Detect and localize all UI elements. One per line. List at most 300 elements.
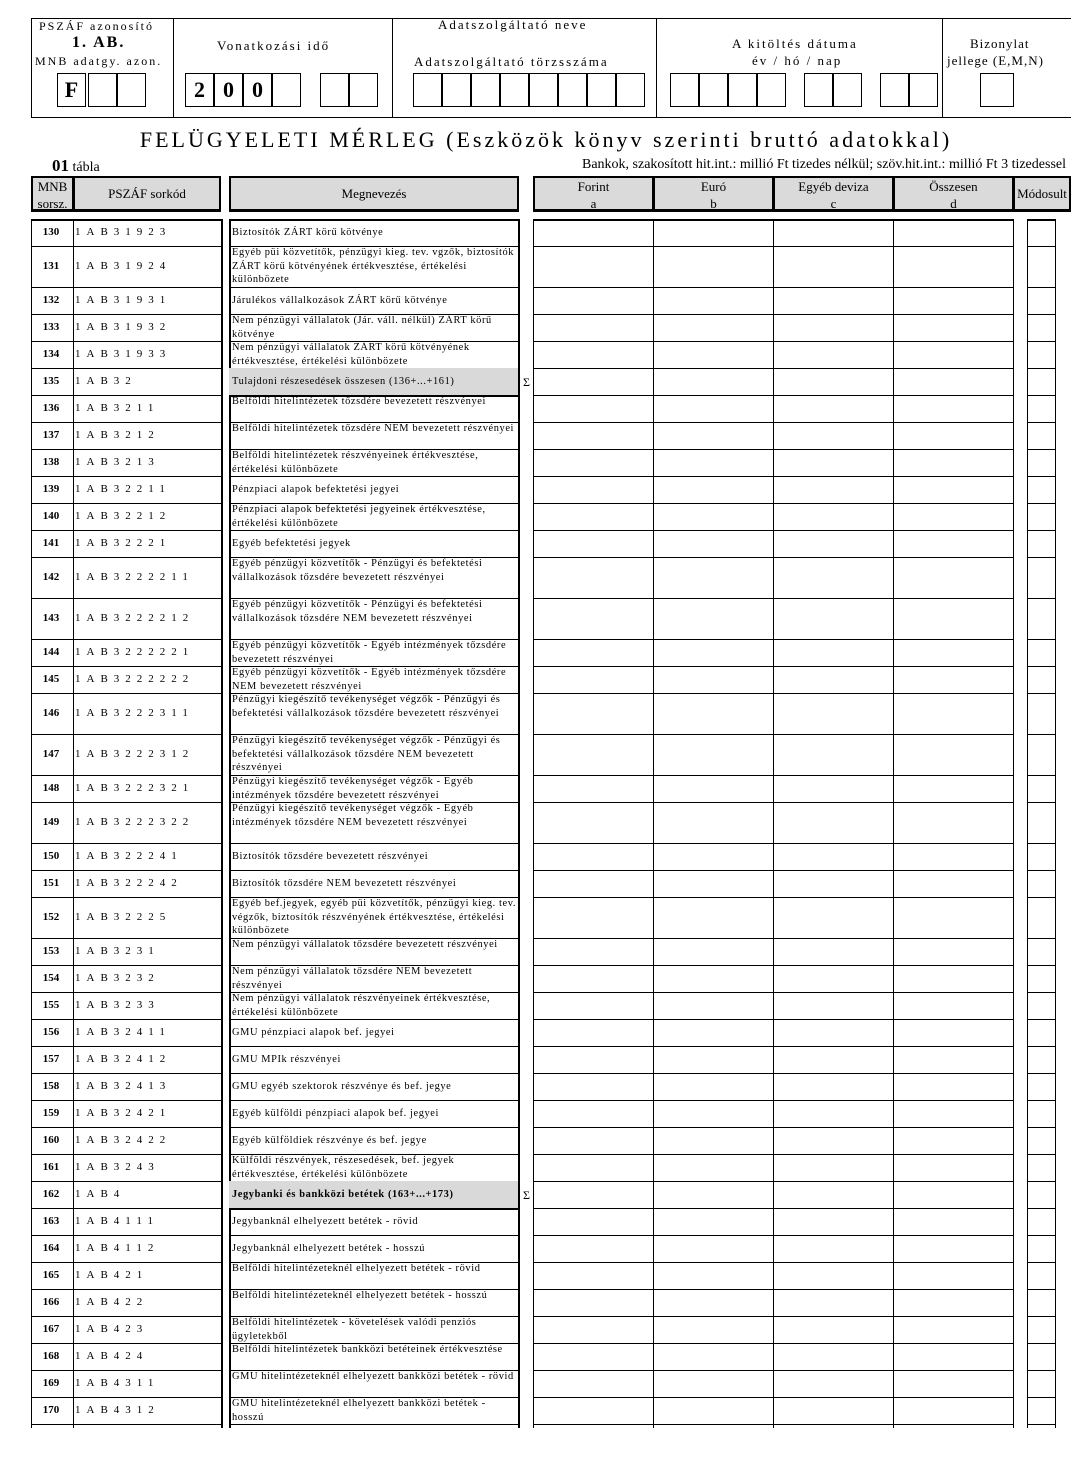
other-currency-input[interactable]	[774, 1209, 893, 1234]
total-input[interactable]	[894, 450, 1013, 475]
fill-date-cell[interactable]	[833, 73, 862, 107]
euro-input[interactable]	[654, 504, 773, 529]
table-row	[30, 1181, 1060, 1208]
provider-reg-cell[interactable]	[442, 73, 471, 107]
row-number: 130	[42, 226, 60, 238]
modified-input[interactable]	[1028, 369, 1055, 394]
mnb-code-cell[interactable]	[88, 73, 117, 107]
row-rule	[229, 1424, 520, 1425]
header-divider	[31, 18, 32, 118]
fill-date-cell[interactable]	[670, 73, 699, 107]
forint-input[interactable]	[534, 1074, 653, 1099]
table-row	[30, 938, 1060, 965]
other-currency-input[interactable]	[774, 1398, 893, 1423]
provider-reg-cell[interactable]	[413, 73, 442, 107]
total-input[interactable]	[894, 1020, 1013, 1045]
modified-input[interactable]	[1028, 993, 1055, 1018]
total-input[interactable]	[894, 1074, 1013, 1099]
modified-input[interactable]	[1028, 599, 1055, 638]
modified-input[interactable]	[1028, 423, 1055, 448]
modified-input[interactable]	[1028, 966, 1055, 991]
euro-input[interactable]	[654, 1155, 773, 1180]
row-code: 1AB4312	[75, 1404, 160, 1416]
provider-reg-cell[interactable]	[500, 73, 529, 107]
forint-input[interactable]	[534, 993, 653, 1018]
total-input[interactable]	[894, 844, 1013, 869]
euro-input[interactable]	[654, 1263, 773, 1288]
euro-input[interactable]	[654, 1047, 773, 1072]
fill-date-cell[interactable]	[909, 73, 938, 107]
euro-input[interactable]	[654, 369, 773, 394]
forint-input[interactable]	[534, 898, 653, 937]
forint-input[interactable]	[534, 694, 653, 733]
row-number: 145	[42, 673, 60, 685]
modified-input[interactable]	[1028, 640, 1055, 665]
modified-input[interactable]	[1028, 1074, 1055, 1099]
modified-input[interactable]	[1028, 1263, 1055, 1288]
other-currency-input[interactable]	[774, 1020, 893, 1045]
modified-input[interactable]	[1028, 844, 1055, 869]
euro-input[interactable]	[654, 288, 773, 313]
other-currency-input[interactable]	[774, 735, 893, 774]
modified-input[interactable]	[1028, 735, 1055, 774]
period-cell[interactable]	[272, 73, 301, 107]
forint-input[interactable]	[534, 1182, 653, 1207]
row-number: 147	[42, 748, 60, 760]
row-name: Pénzpiaci alapok befektetési jegyei	[232, 483, 400, 495]
modified-input[interactable]	[1028, 1020, 1055, 1045]
euro-input[interactable]	[654, 1236, 773, 1261]
fill-date-cell[interactable]	[804, 73, 833, 107]
total-input[interactable]	[894, 640, 1013, 665]
total-input[interactable]	[894, 776, 1013, 801]
total-input[interactable]	[894, 1128, 1013, 1153]
euro-input[interactable]	[654, 1398, 773, 1423]
period-cell[interactable]	[320, 73, 349, 107]
row-rule	[31, 219, 221, 221]
total-input[interactable]	[894, 1290, 1013, 1315]
provider-reg-cell[interactable]	[471, 73, 500, 107]
modified-input[interactable]	[1028, 477, 1055, 502]
forint-input[interactable]	[534, 1398, 653, 1423]
row-name: Nem pénzügyi vállalatok részvényeinek értékvesztése, értékelési különbözete	[232, 993, 491, 1018]
total-input[interactable]	[894, 1209, 1013, 1234]
other-currency-input[interactable]	[774, 667, 893, 692]
modified-input[interactable]	[1028, 531, 1055, 556]
row-name: Egyéb külföldi pénzpiaci alapok bef. jegyei	[232, 1107, 439, 1119]
forint-input[interactable]	[534, 1020, 653, 1045]
forint-input[interactable]	[534, 844, 653, 869]
total-input[interactable]	[894, 531, 1013, 556]
other-currency-input[interactable]	[774, 342, 893, 367]
euro-input[interactable]	[654, 1290, 773, 1315]
total-input[interactable]	[894, 1263, 1013, 1288]
other-currency-input[interactable]	[774, 288, 893, 313]
period-cell[interactable]: 0	[243, 73, 272, 107]
total-input[interactable]	[894, 939, 1013, 964]
total-input[interactable]	[894, 993, 1013, 1018]
euro-input[interactable]	[654, 1209, 773, 1234]
forint-input[interactable]	[534, 667, 653, 692]
row-name: GMU pénzpiaci alapok bef. jegyei	[232, 1026, 395, 1038]
other-currency-input[interactable]	[774, 450, 893, 475]
total-input[interactable]	[894, 220, 1013, 245]
header-divider	[173, 18, 174, 118]
row-number: 149	[42, 816, 60, 828]
row-code: 1AB4311	[75, 1377, 160, 1389]
total-input[interactable]	[894, 247, 1013, 286]
row-name: GMU hitelintézeteknél elhelyezett bankközi betétek - rövid	[232, 1371, 514, 1383]
forint-input[interactable]	[534, 423, 653, 448]
euro-input[interactable]	[654, 1074, 773, 1099]
total-input[interactable]	[894, 1398, 1013, 1423]
provider-reg-cell[interactable]	[616, 73, 645, 107]
modified-input[interactable]	[1028, 1371, 1055, 1396]
other-currency-input[interactable]	[774, 1290, 893, 1315]
other-currency-input[interactable]	[774, 966, 893, 991]
modified-input[interactable]	[1028, 1317, 1055, 1342]
euro-input[interactable]	[654, 871, 773, 896]
euro-input[interactable]	[654, 640, 773, 665]
total-input[interactable]	[894, 396, 1013, 421]
fill-date-cell[interactable]	[699, 73, 728, 107]
euro-input[interactable]	[654, 1020, 773, 1045]
euro-input[interactable]	[654, 1101, 773, 1126]
euro-input[interactable]	[654, 558, 773, 597]
table-row	[30, 1397, 1060, 1424]
other-currency-input[interactable]	[774, 694, 893, 733]
total-input[interactable]	[894, 1317, 1013, 1342]
modified-input[interactable]	[1028, 504, 1055, 529]
other-currency-input[interactable]	[774, 396, 893, 421]
row-code: 1AB422	[75, 1296, 149, 1308]
forint-input[interactable]	[534, 735, 653, 774]
fill-date-cell[interactable]	[728, 73, 757, 107]
row-code: 1AB4112	[75, 1242, 160, 1254]
row-code: 1AB31923	[75, 226, 172, 238]
row-number: 165	[42, 1269, 60, 1281]
modified-input[interactable]	[1028, 898, 1055, 937]
forint-input[interactable]	[534, 871, 653, 896]
forint-input[interactable]	[534, 1155, 653, 1180]
modified-input[interactable]	[1028, 288, 1055, 313]
euro-input[interactable]	[654, 1317, 773, 1342]
forint-input[interactable]	[534, 315, 653, 340]
other-currency-input[interactable]	[774, 558, 893, 597]
total-input[interactable]	[894, 1182, 1013, 1207]
modified-input[interactable]	[1028, 803, 1055, 842]
euro-input[interactable]	[654, 966, 773, 991]
row-name: Biztosítók tőzsdére bevezetett részvényei	[232, 850, 429, 862]
row-number: 146	[42, 707, 60, 719]
row-name: Belföldi hitelintézeteknél elhelyezett betétek - rövid	[232, 1263, 481, 1275]
doc-type-cell[interactable]	[980, 73, 1014, 107]
other-currency-input[interactable]	[774, 247, 893, 286]
modified-input[interactable]	[1028, 776, 1055, 801]
mnb-code-cell[interactable]: F	[57, 73, 86, 107]
total-input[interactable]	[894, 477, 1013, 502]
total-input[interactable]	[894, 369, 1013, 394]
other-currency-input[interactable]	[774, 423, 893, 448]
other-currency-input[interactable]	[774, 1155, 893, 1180]
row-number: 154	[42, 972, 60, 984]
forint-input[interactable]	[534, 220, 653, 245]
euro-input[interactable]	[654, 1128, 773, 1153]
forint-input[interactable]	[534, 939, 653, 964]
modified-input[interactable]	[1028, 1398, 1055, 1423]
row-code: 1AB322241	[75, 850, 183, 862]
forint-input[interactable]	[534, 1128, 653, 1153]
forint-input[interactable]	[534, 531, 653, 556]
euro-input[interactable]	[654, 1344, 773, 1369]
euro-input[interactable]	[654, 939, 773, 964]
total-input[interactable]	[894, 694, 1013, 733]
forint-input[interactable]	[534, 1236, 653, 1261]
period-cell[interactable]	[349, 73, 378, 107]
row-code: 1AB32221	[75, 537, 172, 549]
forint-input[interactable]	[534, 599, 653, 638]
row-code: 1AB3231	[75, 945, 160, 957]
row-name: Egyéb püi közvetítők, pénzügyi kieg. tev. vgzők, biztosítók ZÁRT körű kötvényének értékvesztése, értékelési különbözete	[232, 247, 515, 286]
row-code: 1AB3222311	[75, 707, 194, 719]
modified-input[interactable]	[1028, 1344, 1055, 1369]
total-input[interactable]	[894, 1155, 1013, 1180]
modified-input[interactable]	[1028, 1182, 1055, 1207]
row-code: 1AB32	[75, 375, 137, 387]
forint-input[interactable]	[534, 640, 653, 665]
other-currency-input[interactable]	[774, 504, 893, 529]
table-row	[30, 639, 1060, 666]
row-rule	[1027, 219, 1055, 221]
col-name-header	[229, 176, 519, 212]
total-input[interactable]	[894, 966, 1013, 991]
other-currency-input[interactable]	[774, 939, 893, 964]
modified-input[interactable]	[1028, 667, 1055, 692]
table-label	[52, 156, 100, 176]
total-input[interactable]	[894, 288, 1013, 313]
total-input[interactable]	[894, 315, 1013, 340]
forint-input[interactable]	[534, 558, 653, 597]
euro-input[interactable]	[654, 247, 773, 286]
other-currency-input[interactable]	[774, 640, 893, 665]
euro-input[interactable]	[654, 694, 773, 733]
other-currency-input[interactable]	[774, 1371, 893, 1396]
total-input[interactable]	[894, 599, 1013, 638]
other-currency-input[interactable]	[774, 993, 893, 1018]
row-code: 1AB421	[75, 1269, 149, 1281]
modified-input[interactable]	[1028, 450, 1055, 475]
other-currency-input[interactable]	[774, 1074, 893, 1099]
forint-input[interactable]	[534, 288, 653, 313]
euro-input[interactable]	[654, 342, 773, 367]
total-input[interactable]	[894, 1047, 1013, 1072]
table-row	[30, 341, 1060, 368]
forint-input[interactable]	[534, 1317, 653, 1342]
col-euro-header	[653, 176, 774, 212]
table-row	[30, 1046, 1060, 1073]
table-row	[30, 870, 1060, 897]
table-row	[30, 992, 1060, 1019]
other-currency-input[interactable]	[774, 315, 893, 340]
total-input[interactable]	[894, 423, 1013, 448]
modified-input[interactable]	[1028, 871, 1055, 896]
table-row	[30, 1370, 1060, 1397]
row-number: 136	[42, 402, 60, 414]
row-number: 138	[42, 456, 60, 468]
total-input[interactable]	[894, 667, 1013, 692]
other-currency-input[interactable]	[774, 531, 893, 556]
total-input[interactable]	[894, 558, 1013, 597]
modified-input[interactable]	[1028, 1236, 1055, 1261]
col-euro-sub: b	[710, 196, 717, 211]
provider-reg-cell[interactable]	[558, 73, 587, 107]
forint-input[interactable]	[534, 1344, 653, 1369]
total-input[interactable]	[894, 898, 1013, 937]
total-input[interactable]	[894, 504, 1013, 529]
modified-input[interactable]	[1028, 1290, 1055, 1315]
forint-input[interactable]	[534, 776, 653, 801]
forint-input[interactable]	[534, 1209, 653, 1234]
modified-input[interactable]	[1028, 558, 1055, 597]
forint-input[interactable]	[534, 1263, 653, 1288]
forint-input[interactable]	[534, 803, 653, 842]
table-row	[30, 1100, 1060, 1127]
fill-date-cell[interactable]	[757, 73, 786, 107]
euro-input[interactable]	[654, 993, 773, 1018]
euro-input[interactable]	[654, 531, 773, 556]
euro-input[interactable]	[654, 477, 773, 502]
other-currency-input[interactable]	[774, 1344, 893, 1369]
period-label: Vonatkozási idő	[217, 38, 331, 53]
total-input[interactable]	[894, 1236, 1013, 1261]
euro-input[interactable]	[654, 667, 773, 692]
row-number: 170	[42, 1404, 60, 1416]
euro-input[interactable]	[654, 423, 773, 448]
other-currency-input[interactable]	[774, 1236, 893, 1261]
modified-input[interactable]	[1028, 247, 1055, 286]
euro-input[interactable]	[654, 396, 773, 421]
other-currency-input[interactable]	[774, 1317, 893, 1342]
total-input[interactable]	[894, 342, 1013, 367]
modified-input[interactable]	[1028, 220, 1055, 245]
row-number: 168	[42, 1350, 60, 1362]
modified-input[interactable]	[1028, 1209, 1055, 1234]
other-currency-input[interactable]	[774, 369, 893, 394]
euro-input[interactable]	[654, 315, 773, 340]
euro-input[interactable]	[654, 599, 773, 638]
euro-input[interactable]	[654, 898, 773, 937]
euro-input[interactable]	[654, 220, 773, 245]
total-input[interactable]	[894, 1101, 1013, 1126]
modified-input[interactable]	[1028, 396, 1055, 421]
modified-input[interactable]	[1028, 1155, 1055, 1180]
row-name: Egyéb külföldiek részvénye és bef. jegye	[232, 1134, 427, 1146]
table-row	[30, 368, 1060, 395]
other-currency-input[interactable]	[774, 1263, 893, 1288]
modified-input[interactable]	[1028, 1128, 1055, 1153]
forint-input[interactable]	[534, 1290, 653, 1315]
row-code: 1AB32225	[75, 911, 172, 923]
modified-input[interactable]	[1028, 1047, 1055, 1072]
fill-date-cell[interactable]	[880, 73, 909, 107]
table-row	[30, 287, 1060, 314]
row-number: 160	[42, 1134, 60, 1146]
other-currency-input[interactable]	[774, 220, 893, 245]
modified-input[interactable]	[1028, 342, 1055, 367]
total-input[interactable]	[894, 735, 1013, 774]
other-currency-input[interactable]	[774, 477, 893, 502]
other-currency-input[interactable]	[774, 898, 893, 937]
row-name: Külföldi részvények, részesedések, bef. jegyek értékvesztése, értékelési különbözete	[232, 1155, 455, 1180]
other-currency-input[interactable]	[774, 1182, 893, 1207]
provider-reg-cell[interactable]	[587, 73, 616, 107]
row-name: Belföldi hitelintézetek - követelések valódi penziós ügyletekből	[232, 1317, 477, 1342]
row-name: Nem pénzügyi vállalatok tőzsdére NEM bevezetett részvényei	[232, 966, 473, 991]
total-input[interactable]	[894, 803, 1013, 842]
other-currency-input[interactable]	[774, 1047, 893, 1072]
forint-input[interactable]	[534, 1101, 653, 1126]
forint-input[interactable]	[534, 342, 653, 367]
euro-input[interactable]	[654, 1371, 773, 1396]
total-input[interactable]	[894, 1344, 1013, 1369]
modified-input[interactable]	[1028, 315, 1055, 340]
forint-input[interactable]	[534, 1047, 653, 1072]
euro-input[interactable]	[654, 1182, 773, 1207]
period-cell[interactable]: 2	[185, 73, 214, 107]
other-currency-input[interactable]	[774, 871, 893, 896]
row-code: 1AB3222221	[75, 646, 195, 658]
row-number: 166	[42, 1296, 60, 1308]
row-name: GMU hitelintézeteknél elhelyezett bankközi betétek - hosszú	[232, 1398, 486, 1423]
forint-input[interactable]	[534, 504, 653, 529]
euro-input[interactable]	[654, 803, 773, 842]
total-input[interactable]	[894, 1371, 1013, 1396]
modified-input[interactable]	[1028, 939, 1055, 964]
table-row	[30, 965, 1060, 992]
forint-input[interactable]	[534, 966, 653, 991]
provider-reg-cell[interactable]	[529, 73, 558, 107]
euro-input[interactable]	[654, 450, 773, 475]
row-number: 152	[42, 911, 60, 923]
other-currency-input[interactable]	[774, 599, 893, 638]
other-currency-input[interactable]	[774, 776, 893, 801]
table-row	[30, 395, 1060, 422]
euro-input[interactable]	[654, 735, 773, 774]
forint-input[interactable]	[534, 247, 653, 286]
other-currency-input[interactable]	[774, 1128, 893, 1153]
row-code: 1AB424	[75, 1350, 149, 1362]
doc-type-label: Bizonylat	[970, 36, 1030, 51]
forint-input[interactable]	[534, 477, 653, 502]
row-code: 1AB3243	[75, 1161, 160, 1173]
period-cell[interactable]: 0	[214, 73, 243, 107]
modified-input[interactable]	[1028, 1101, 1055, 1126]
other-currency-input[interactable]	[774, 803, 893, 842]
table-row	[30, 1019, 1060, 1046]
total-input[interactable]	[894, 871, 1013, 896]
table-row	[30, 219, 1060, 246]
forint-input[interactable]	[534, 369, 653, 394]
mnb-code-cell[interactable]	[117, 73, 146, 107]
other-currency-input[interactable]	[774, 1101, 893, 1126]
forint-input[interactable]	[534, 450, 653, 475]
forint-input[interactable]	[534, 1371, 653, 1396]
modified-input[interactable]	[1028, 694, 1055, 733]
euro-input[interactable]	[654, 844, 773, 869]
euro-input[interactable]	[654, 776, 773, 801]
other-currency-input[interactable]	[774, 844, 893, 869]
forint-input[interactable]	[534, 396, 653, 421]
